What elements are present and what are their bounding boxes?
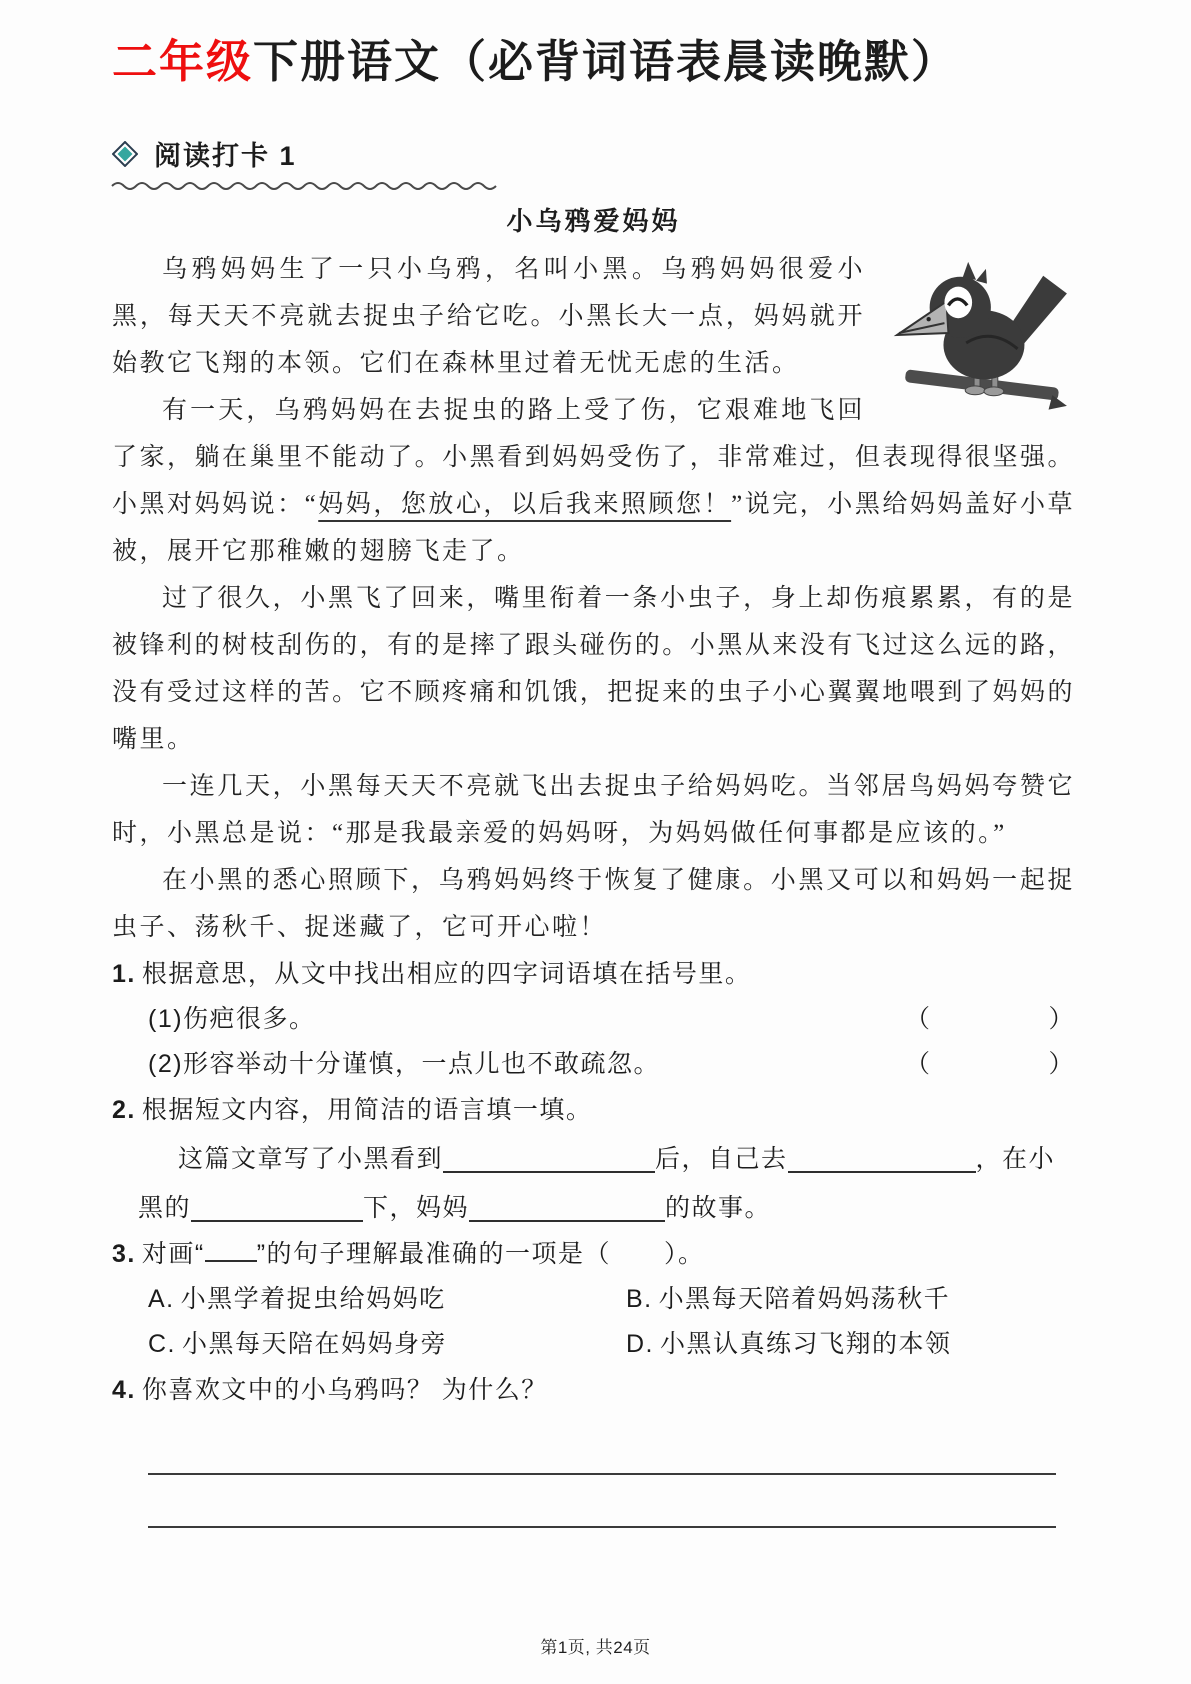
article-title: 小乌鸦爱妈妈 [506, 206, 681, 237]
blank-field [788, 1139, 976, 1173]
question-4-text: 你喜欢文中的小乌鸦吗？ 为什么？ [141, 1376, 548, 1405]
article-paragraph: 在小黑的悉心照顾下，乌鸦妈妈终于恢复了健康。小黑又可以和妈妈一起捉虫子、荡秋千、捉迷藏了，它可开心啦！ [112, 867, 1075, 942]
question-1-text: 根据意思，从文中找出相应的四字词语填在括号里。 [141, 960, 752, 989]
question-2-text: 根据短文内容，用简洁的语言填一填。 [141, 1096, 593, 1125]
answer-line [148, 1526, 1056, 1528]
blank-field [191, 1188, 363, 1222]
page-title-grade: 二年级 [112, 36, 254, 87]
question-3-options [112, 1277, 1075, 1367]
question-3 [112, 1232, 1075, 1277]
article-paragraph: 乌鸦妈妈生了一只小乌鸦，名叫小黑。乌鸦妈妈很爱小黑，每天天不亮就去捉虫子给它吃。小黑长大一点，妈妈就开始教它飞翔的本领。它们在森林里过着无忧无虑的生活。 [112, 256, 865, 378]
question-1-item-2 [112, 1042, 1075, 1087]
underlined-quote: 妈妈，您放心，以后我来照顾您！ [318, 491, 732, 519]
question-2-fill: 这篇文章写了小黑看到 后，自己去 ，在小黑的 下，妈妈 的故事。 [112, 1133, 1075, 1231]
option-a: A. 小黑学着捉虫给妈妈吃 [148, 1285, 446, 1314]
wavy-underline-icon [110, 179, 510, 191]
item-label: (2)形容举动十分谨慎，一点儿也不敢疏忽。 [148, 1050, 661, 1079]
question-2 [112, 1088, 1075, 1133]
question-4 [112, 1368, 1075, 1413]
section-label: 阅读打卡 1 [154, 141, 297, 172]
page-title-rest: 下册语文（必背词语表晨读晚默） [253, 36, 959, 87]
answer-line [148, 1473, 1056, 1475]
question-3-text-post: ”的句子理解最准确的一项是（ ）。 [256, 1240, 705, 1269]
diamond-icon [112, 141, 138, 167]
answer-bracket: （ ） [905, 1050, 1075, 1079]
item-label: (1)伤疤很多。 [148, 1005, 316, 1034]
question-1-number: 1. [112, 960, 136, 989]
blank-field [205, 1234, 257, 1262]
page-title [112, 34, 1075, 90]
blank-field [469, 1188, 665, 1222]
question-3-text-pre: 对画“ [141, 1240, 205, 1269]
article-paragraph: 有一天，乌鸦妈妈在去捉虫的路上受了伤，它艰难地飞回了家，躺在巢里不能动了。小黑看到妈妈受伤了，非常难过，但表现得很坚强。小黑对妈妈说：“妈妈，您放心，以后我来照顾您！”说完，小黑给妈妈盖好小草被，展开它那稚嫩的翅膀飞走了。 [112, 397, 1075, 566]
question-1 [112, 952, 1075, 997]
questions [112, 952, 1075, 1528]
question-3-number: 3. [112, 1240, 136, 1269]
page-footer: 第1页, 共24页 [540, 1638, 651, 1657]
question-2-number: 2. [112, 1096, 136, 1125]
option-c: C. 小黑每天陪在妈妈身旁 [148, 1330, 448, 1359]
article-paragraph: 过了很久，小黑飞了回来，嘴里衔着一条小虫子，身上却伤痕累累，有的是被锋利的树枝刮伤的，有的是摔了跟头碰伤的。小黑从来没有飞过这么远的路，没有受过这样的苦。它不顾疼痛和饥饿，把捉来的虫子小心翼翼地喂到了妈妈的嘴里。 [112, 585, 1075, 754]
option-b: B. 小黑每天陪着妈妈荡秋千 [626, 1285, 951, 1314]
answer-bracket: （ ） [905, 1005, 1075, 1034]
question-4-number: 4. [112, 1376, 136, 1405]
question-1-item-1 [112, 997, 1075, 1042]
option-d: D. 小黑认真练习飞翔的本领 [626, 1330, 952, 1359]
section-header [112, 134, 1075, 191]
answer-area [112, 1473, 1075, 1528]
article-paragraph: 一连几天，小黑每天天不亮就飞出去捉虫子给妈妈吃。当邻居鸟妈妈夸赞它时，小黑总是说：“那是我最亲爱的妈妈呀，为妈妈做任何事都是应该的。” [112, 773, 1075, 848]
crow-image [887, 256, 1075, 414]
article [112, 201, 1075, 951]
blank-field [443, 1139, 655, 1173]
